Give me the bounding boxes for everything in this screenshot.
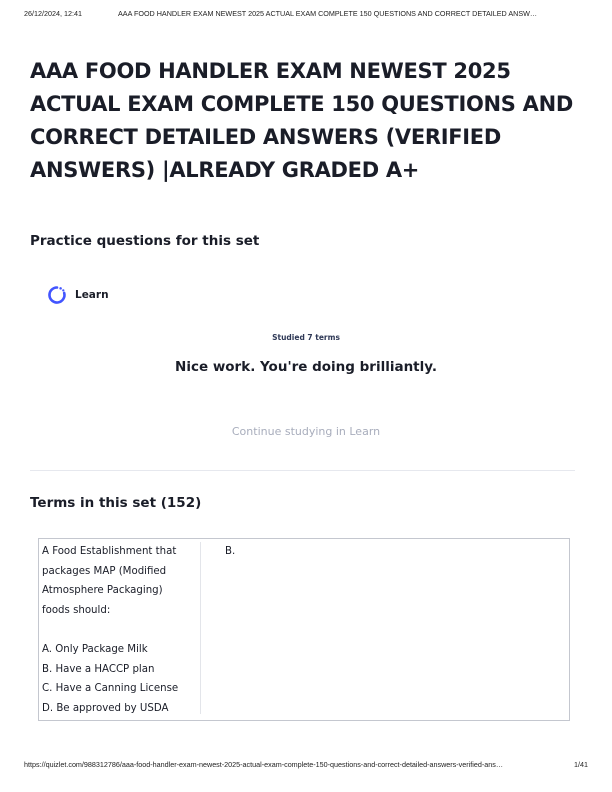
term-card	[38, 538, 570, 721]
print-header	[24, 9, 588, 21]
page-title: AAA FOOD HANDLER EXAM NEWEST 2025 ACTUAL EXAM COMPLETE 150 QUESTIONS AND CORRECT DETAILED ANSWERS (VERIFIED ANSWERS) |ALREADY GRADED A+	[30, 59, 573, 182]
terms-heading: Terms in this set (152)	[30, 495, 202, 511]
practice-heading: Practice questions for this set	[30, 233, 260, 249]
term-text	[42, 542, 201, 714]
continue-learn-link[interactable]: Continue studying in Learn	[231, 425, 381, 438]
print-url: https://quizlet.com/988312786/aaa-food-handler-exam-newest-2025-actual-exam-complete-150-questions-and-correct-detailed-answers-verified-ans…	[24, 760, 504, 769]
print-footer	[24, 760, 588, 772]
term-option: C. Have a Canning License	[42, 683, 179, 695]
section-divider	[30, 470, 575, 471]
term-option: B. Have a HACCP plan	[42, 663, 155, 675]
learn-button[interactable]	[47, 284, 109, 306]
studied-count: Studied 7 terms	[272, 333, 340, 342]
progress-message: Nice work. You're doing brilliantly.	[175, 359, 437, 375]
term-line: A Food Establishment that	[42, 546, 177, 557]
term-line	[42, 620, 200, 640]
term-line: packages MAP (Modified	[42, 565, 167, 577]
learn-label: Learn	[75, 289, 109, 301]
definition-text: B.	[225, 546, 236, 557]
print-datetime: 26/12/2024, 12:41	[24, 9, 82, 18]
term-option: D. Be approved by USDA	[42, 702, 169, 714]
term-option: A. Only Package Milk	[42, 643, 148, 655]
print-doc-title: AAA FOOD HANDLER EXAM NEWEST 2025 ACTUAL EXAM COMPLETE 150 QUESTIONS AND CORRECT DETAILED ANSW…	[118, 9, 538, 18]
term-line: foods should:	[42, 604, 111, 616]
learn-progress-ring-icon	[47, 285, 67, 305]
term-line: Atmosphere Packaging)	[42, 585, 163, 597]
page-number: 1/41	[574, 760, 588, 769]
